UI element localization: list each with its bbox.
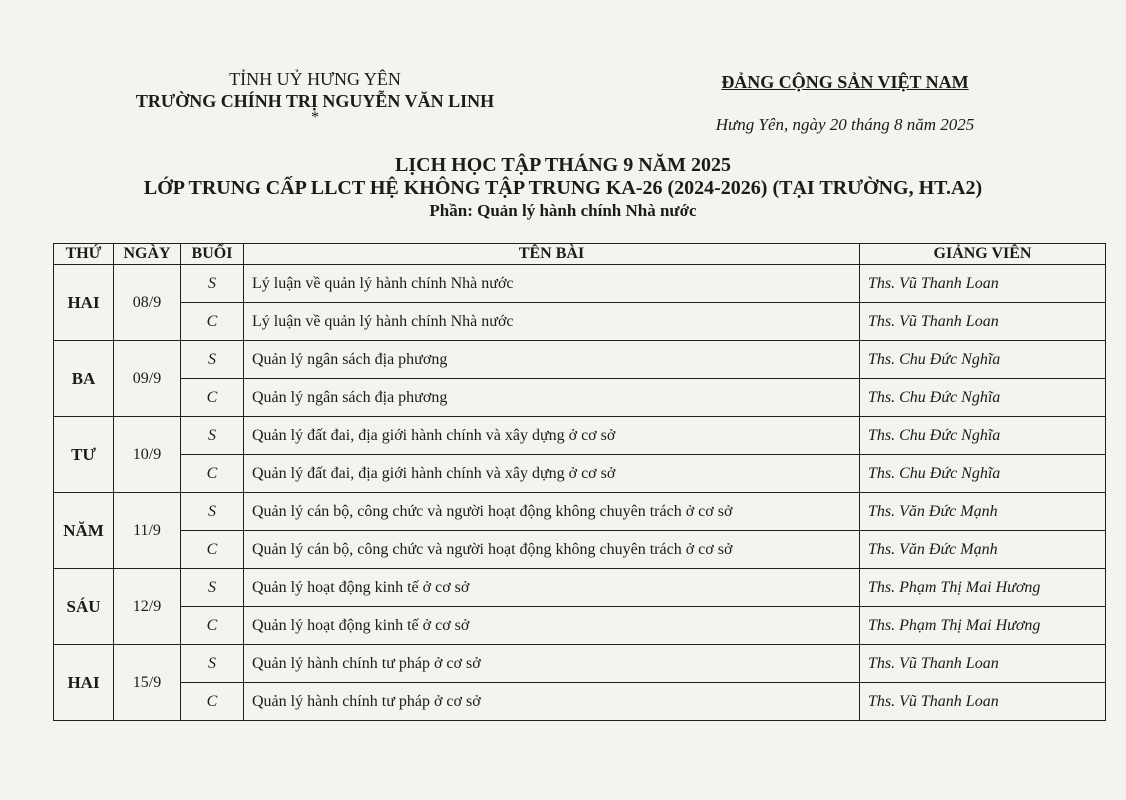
day-date: 12/9: [114, 569, 181, 645]
session: C: [181, 607, 244, 645]
session: C: [181, 455, 244, 493]
table-row: [54, 493, 1106, 531]
table-row: [54, 455, 1106, 493]
schedule-table: [53, 243, 1106, 721]
table-row: [54, 531, 1106, 569]
star-mark: *: [311, 109, 319, 126]
header-thu: THỨ: [54, 244, 114, 265]
document-title: [0, 154, 1126, 222]
lesson-title: Quản lý ngân sách địa phương: [244, 341, 860, 379]
session: C: [181, 683, 244, 721]
lesson-title: Quản lý ngân sách địa phương: [244, 379, 860, 417]
party-block: [700, 72, 990, 135]
day-date: 11/9: [114, 493, 181, 569]
table-row: [54, 417, 1106, 455]
lesson-title: Quản lý đất đai, địa giới hành chính và xây dựng ở cơ sở: [244, 417, 860, 455]
session: S: [181, 341, 244, 379]
day-of-week: TƯ: [54, 417, 114, 493]
table-row: [54, 607, 1106, 645]
table-row: [54, 265, 1106, 303]
header-ngay: NGÀY: [114, 244, 181, 265]
day-of-week: HAI: [54, 265, 114, 341]
lecturer: Ths. Văn Đức Mạnh: [860, 493, 1106, 531]
title-line-2: LỚP TRUNG CẤP LLCT HỆ KHÔNG TẬP TRUNG KA-26 (2024-2026) (TẠI TRƯỜNG, HT.A2): [143, 177, 983, 199]
table-row: [54, 683, 1106, 721]
lecturer: Ths. Chu Đức Nghĩa: [860, 379, 1106, 417]
lecturer: Ths. Vũ Thanh Loan: [860, 683, 1106, 721]
day-date: 08/9: [114, 265, 181, 341]
issuer-block: [120, 68, 510, 124]
title-line-3: Phần: Quản lý hành chính Nhà nước: [429, 201, 697, 220]
lecturer: Ths. Vũ Thanh Loan: [860, 303, 1106, 341]
lesson-title: Lý luận về quản lý hành chính Nhà nước: [244, 303, 860, 341]
header-ten-bai: TÊN BÀI: [244, 244, 860, 265]
day-date: 09/9: [114, 341, 181, 417]
day-of-week: HAI: [54, 645, 114, 721]
lecturer: Ths. Chu Đức Nghĩa: [860, 455, 1106, 493]
lesson-title: Quản lý hành chính tư pháp ở cơ sở: [244, 683, 860, 721]
table-row: [54, 303, 1106, 341]
lecturer: Ths. Phạm Thị Mai Hương: [860, 607, 1106, 645]
session: S: [181, 645, 244, 683]
title-line-1: LỊCH HỌC TẬP THÁNG 9 NĂM 2025: [395, 154, 731, 176]
schedule-body: [54, 265, 1106, 721]
table-header-row: [54, 244, 1106, 265]
lesson-title: Quản lý hành chính tư pháp ở cơ sở: [244, 645, 860, 683]
lesson-title: Quản lý cán bộ, công chức và người hoạt động không chuyên trách ở cơ sở: [244, 493, 860, 531]
session: S: [181, 493, 244, 531]
table-row: [54, 645, 1106, 683]
lesson-title: Quản lý cán bộ, công chức và người hoạt động không chuyên trách ở cơ sở: [244, 531, 860, 569]
lesson-title: Quản lý hoạt động kinh tế ở cơ sở: [244, 569, 860, 607]
lecturer: Ths. Chu Đức Nghĩa: [860, 341, 1106, 379]
party-name: ĐẢNG CỘNG SẢN VIỆT NAM: [721, 72, 969, 92]
lesson-title: Lý luận về quản lý hành chính Nhà nước: [244, 265, 860, 303]
session: S: [181, 417, 244, 455]
lecturer: Ths. Phạm Thị Mai Hương: [860, 569, 1106, 607]
lecturer: Ths. Chu Đức Nghĩa: [860, 417, 1106, 455]
day-of-week: SÁU: [54, 569, 114, 645]
table-row: [54, 569, 1106, 607]
session: S: [181, 569, 244, 607]
session: C: [181, 531, 244, 569]
lecturer: Ths. Vũ Thanh Loan: [860, 265, 1106, 303]
table-row: [54, 379, 1106, 417]
header-giang-vien: GIẢNG VIÊN: [860, 244, 1106, 265]
lecturer: Ths. Văn Đức Mạnh: [860, 531, 1106, 569]
school-name: TRƯỜNG CHÍNH TRỊ NGUYỄN VĂN LINH: [135, 91, 495, 111]
day-of-week: BA: [54, 341, 114, 417]
session: C: [181, 379, 244, 417]
document-date: Hưng Yên, ngày 20 tháng 8 năm 2025: [715, 115, 975, 134]
lesson-title: Quản lý hoạt động kinh tế ở cơ sở: [244, 607, 860, 645]
day-of-week: NĂM: [54, 493, 114, 569]
day-date: 10/9: [114, 417, 181, 493]
lesson-title: Quản lý đất đai, địa giới hành chính và xây dựng ở cơ sở: [244, 455, 860, 493]
session: S: [181, 265, 244, 303]
header-buoi: BUỔI: [181, 244, 244, 265]
session: C: [181, 303, 244, 341]
day-date: 15/9: [114, 645, 181, 721]
lecturer: Ths. Vũ Thanh Loan: [860, 645, 1106, 683]
province-name: TỈNH UỶ HƯNG YÊN: [229, 69, 401, 89]
table-row: [54, 341, 1106, 379]
